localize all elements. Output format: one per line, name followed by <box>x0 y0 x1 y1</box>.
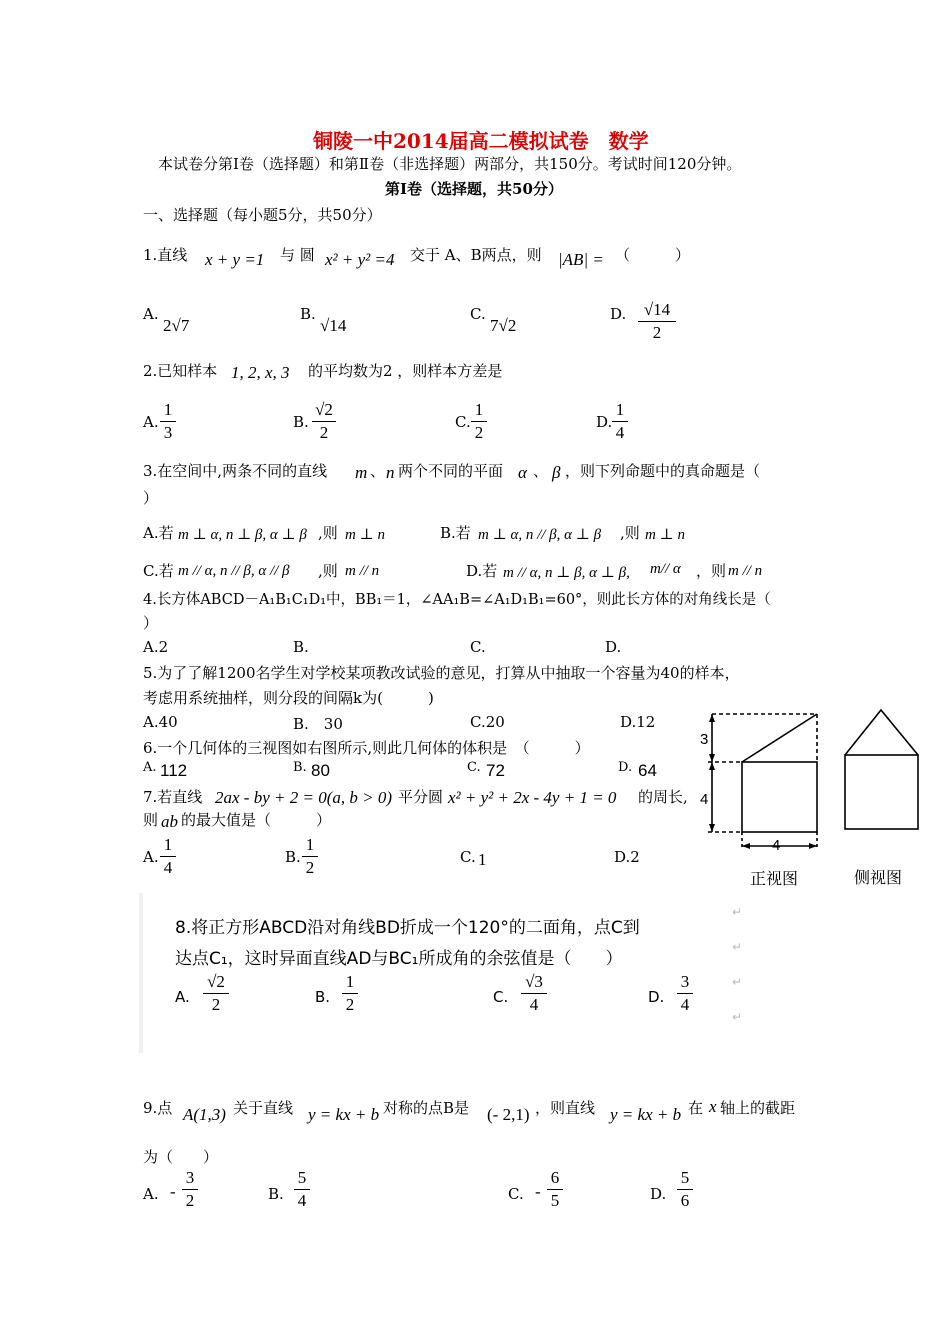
numerator: √2 <box>315 400 333 419</box>
q7-mid: 平分圆 <box>398 788 444 806</box>
q2-option-b-fraction <box>312 400 336 443</box>
q7-option-c: 1 <box>478 850 487 869</box>
numerator: 6 <box>550 1168 560 1187</box>
q1-mid: 与 圆 <box>280 246 315 264</box>
q4-option-b: B. <box>293 638 309 656</box>
q5-line1: 5.为了了解1200名学生对学校某项教改试验的意见，打算从中抽取一个容量为40的样本， <box>143 664 740 682</box>
q4-option-d: D. <box>605 638 622 656</box>
side-view-label: 侧视图 <box>854 868 903 887</box>
numerator: 1 <box>474 400 484 419</box>
q9-option-a-sign: - <box>170 1182 176 1201</box>
q7-post: 的周长, <box>638 788 688 806</box>
dimension-arrows <box>709 714 817 849</box>
q3-option-c-cond: m // α, n // β, α // β <box>178 563 290 579</box>
q2-option-b-label: B. <box>293 413 309 431</box>
q2-option-c-fraction <box>471 400 487 443</box>
q9-option-a-fraction <box>182 1168 198 1211</box>
front-view-rect <box>742 762 817 832</box>
numerator: 5 <box>297 1168 307 1187</box>
q8-option-c-fraction <box>521 972 547 1015</box>
q7-line-eq: 2ax - by + 2 = 0(a, b > 0) <box>215 788 392 807</box>
q3-option-a-result: m ⊥ n <box>345 527 385 543</box>
numerator: 1 <box>163 400 173 419</box>
q7-option-b-label: B. <box>285 848 301 866</box>
q3-option-c-result: m // n <box>345 563 380 579</box>
numerator: 5 <box>680 1168 690 1187</box>
q7-line2-pre: 则 <box>143 811 159 829</box>
dim-label-bottom: 4 <box>772 837 781 854</box>
q4-close: ） <box>143 614 159 632</box>
q9-mid2: 对称的点B是 <box>383 1099 470 1117</box>
denominator: 6 <box>680 1191 690 1210</box>
q8-option-a-label: A. <box>175 988 190 1006</box>
q7-line2-post: 的最大值是（ ） <box>181 811 332 829</box>
intro-text: 本试卷分第Ⅰ卷（选择题）和第Ⅱ卷（非选择题）两部分，共150分。考试时间120分钟。 <box>158 155 742 173</box>
q2-post: 的平均数为2 ，则样本方差是 <box>308 362 503 380</box>
q6-option-d-label: D. <box>618 760 633 775</box>
q3-option-d-then: ，则 <box>696 562 727 580</box>
denominator: 4 <box>297 1191 307 1210</box>
q5-option-c: C.20 <box>470 713 505 731</box>
part1-heading: 第Ⅰ卷（选择题，共50分） <box>385 180 563 198</box>
q7-pre: 7.若直线 <box>143 788 203 806</box>
q3-text3: ，则下列命题中的真命题是（ <box>565 462 761 480</box>
denominator: 2 <box>211 995 221 1014</box>
q2-pre: 2.已知样本 <box>143 362 218 380</box>
q1-pre: 1.直线 <box>143 246 188 264</box>
denominator: 4 <box>615 423 625 442</box>
q9-x-axis: x <box>709 1097 717 1116</box>
denominator: 4 <box>680 995 690 1014</box>
q9-point-b: (- 2,1) <box>487 1105 530 1124</box>
q1-line-eq: x + y =1 <box>205 250 265 269</box>
numerator: 1 <box>345 972 355 991</box>
numerator: 3 <box>680 972 690 991</box>
denominator: 2 <box>305 858 315 877</box>
numerator: 1 <box>163 835 173 854</box>
q1-option-c: 7√2 <box>490 316 517 335</box>
q8-option-b-fraction <box>342 972 358 1015</box>
q8-option-b-label: B. <box>315 988 331 1006</box>
dim-label-top: 3 <box>700 731 709 748</box>
q2-sample: 1, 2, x, 3 <box>231 363 290 382</box>
q9-option-b-fraction <box>294 1168 310 1211</box>
q3-option-a-cond: m ⊥ α, n ⊥ β, α ⊥ β <box>178 527 307 543</box>
q9-option-d-fraction <box>677 1168 693 1211</box>
q9-option-c-fraction <box>547 1168 563 1211</box>
q3-sep2: 、 <box>533 462 549 480</box>
q9-post: 轴上的截距 <box>720 1099 796 1117</box>
q2-option-a-label: A. <box>143 413 159 431</box>
q3-text: 3.在空间中,两条不同的直线 <box>143 462 328 480</box>
q3-option-d-cond2: m// α <box>650 561 681 577</box>
q6-option-b-label: B. <box>293 760 307 775</box>
q8-option-d-fraction <box>677 972 693 1015</box>
q3-option-a-then: ,则 <box>318 524 338 542</box>
three-view-figure <box>690 700 930 895</box>
q9-point-a: A(1,3) <box>183 1105 226 1124</box>
q6-option-a: 112 <box>160 761 188 780</box>
q9-option-c-sign: - <box>535 1182 541 1201</box>
q7-option-a-fraction <box>160 835 176 878</box>
numerator: √14 <box>643 300 671 319</box>
q6-option-a-label: A. <box>143 760 157 775</box>
q3-option-c-label: C.若 <box>143 562 174 580</box>
q2-option-a-fraction <box>160 400 176 443</box>
q3-beta: β <box>552 463 561 482</box>
denominator: 2 <box>185 1191 195 1210</box>
q1-option-a-label: A. <box>143 305 159 323</box>
q5-option-b: B. 30 <box>293 715 343 733</box>
q1-post: 交于 A、B两点，则 <box>410 246 542 264</box>
q6-option-d: 64 <box>638 761 657 780</box>
paragraph-mark-icon: ↵ <box>732 1010 743 1024</box>
q3-m: m <box>355 463 368 482</box>
dim-label-mid: 4 <box>700 791 709 808</box>
q3-option-d-label: D.若 <box>466 562 498 580</box>
q6-text: 6.一个几何体的三视图如右图所示,则此几何体的体积是 （ ） <box>143 739 590 757</box>
q7-option-a-label: A. <box>143 848 159 866</box>
q1-option-b-label: B. <box>300 305 316 323</box>
q3-option-d-cond: m // α, n ⊥ β, α ⊥ β, <box>503 565 630 581</box>
q1-circle-eq: x² + y² =4 <box>325 250 395 269</box>
numerator: √2 <box>207 972 225 991</box>
q4-option-a: A.2 <box>143 638 169 656</box>
q7-option-c-label: C. <box>460 848 476 866</box>
q8-option-c-label: C. <box>493 988 509 1006</box>
paragraph-mark-icon: ↵ <box>732 975 743 989</box>
q5-option-a: A.40 <box>143 713 178 731</box>
q9-line-eq-2: y = kx + b <box>610 1105 682 1124</box>
denominator: 2 <box>345 995 355 1014</box>
q1-ab: |AB| = <box>558 250 604 269</box>
front-view-slope <box>742 714 817 762</box>
denominator: 4 <box>529 995 539 1014</box>
q8-line2: 达点C₁，这时异面直线AD与BC₁所成角的余弦值是（ ） <box>175 949 623 969</box>
q1-option-d-fraction <box>638 300 676 343</box>
q1-option-d-label: D. <box>610 305 627 323</box>
q7-circle-eq: x² + y² + 2x - 4y + 1 = 0 <box>448 788 617 807</box>
question-8-image <box>143 893 753 1053</box>
denominator: 2 <box>319 423 329 442</box>
side-view-triangle <box>845 710 918 755</box>
q9-option-d-label: D. <box>650 1185 667 1203</box>
q2-option-d-fraction <box>612 400 628 443</box>
numerator: √3 <box>525 972 543 991</box>
q3-option-b-label: B.若 <box>440 524 471 542</box>
q3-n: n <box>386 463 395 482</box>
paragraph-mark-icon: ↵ <box>732 905 743 919</box>
q9-mid3: ，则直线 <box>535 1099 596 1117</box>
front-view-label: 正视图 <box>750 869 799 888</box>
q9-line2: 为（ ） <box>143 1148 219 1166</box>
q6-option-c-label: C. <box>467 760 481 775</box>
q3-text2: 两个不同的平面 <box>398 462 504 480</box>
q3-option-a-label: A.若 <box>143 524 174 542</box>
q9-mid4: 在 <box>688 1099 704 1117</box>
numerator: 1 <box>305 835 315 854</box>
numerator: 1 <box>615 400 625 419</box>
q3-option-b-result: m ⊥ n <box>645 527 685 543</box>
q3-option-b-cond: m ⊥ α, n // β, α ⊥ β <box>478 527 602 543</box>
numerator: 3 <box>185 1168 195 1187</box>
q9-mid: 关于直线 <box>233 1099 294 1117</box>
q1-option-a: 2√7 <box>163 316 190 335</box>
q9-pre: 9.点 <box>143 1099 173 1117</box>
q1-paren: （ ） <box>615 246 691 264</box>
q3-option-d-result: m // n <box>728 563 763 579</box>
q9-option-b-label: B. <box>268 1185 284 1203</box>
q9-line-eq: y = kx + b <box>308 1105 380 1124</box>
denominator: 4 <box>163 858 173 877</box>
denominator: 5 <box>550 1191 560 1210</box>
denominator: 3 <box>163 423 173 442</box>
q8-option-d-label: D. <box>648 988 665 1006</box>
q3-option-b-then: ,则 <box>620 524 640 542</box>
section1-heading: 一、选择题（每小题5分，共50分） <box>143 206 382 224</box>
paragraph-mark-icon: ↵ <box>732 940 743 954</box>
q7-option-b-fraction <box>302 835 318 878</box>
page-title: 铜陵一中2014届高二模拟试卷 数学 <box>313 129 649 153</box>
denominator: 2 <box>474 423 484 442</box>
q3-sep: 、 <box>370 462 386 480</box>
q6-option-b: 80 <box>311 761 330 780</box>
q8-option-a-fraction <box>203 972 229 1015</box>
q3-close: ） <box>143 489 159 507</box>
side-view-rect <box>845 755 918 829</box>
q9-option-c-label: C. <box>508 1185 524 1203</box>
q4-text: 4.长方体ABCD－A₁B₁C₁D₁中，BB₁＝1，∠AA₁B=∠A₁D₁B₁=60°，则此长方体的对角线长是（ <box>143 592 771 608</box>
q5-line2: 考虑用系统抽样，则分段的间隔k为( ) <box>143 689 434 707</box>
q7-ab: ab <box>161 812 178 831</box>
q3-option-c-then: ,则 <box>318 562 338 580</box>
q5-option-d: D.12 <box>620 713 656 731</box>
q8-line1: 8.将正方形ABCD沿对角线BD折成一个120°的二面角，点C到 <box>175 918 640 938</box>
q2-option-c-label: C. <box>455 413 471 431</box>
q4-option-c: C. <box>470 638 486 656</box>
q7-option-d: D.2 <box>614 848 640 866</box>
q1-option-c-label: C. <box>470 305 486 323</box>
q9-option-a-label: A. <box>143 1185 159 1203</box>
q2-option-d-label: D. <box>596 413 613 431</box>
q1-option-b: √14 <box>320 316 347 335</box>
q6-option-c: 72 <box>486 761 505 780</box>
q3-alpha: α <box>518 463 527 482</box>
denominator: 2 <box>652 323 662 342</box>
